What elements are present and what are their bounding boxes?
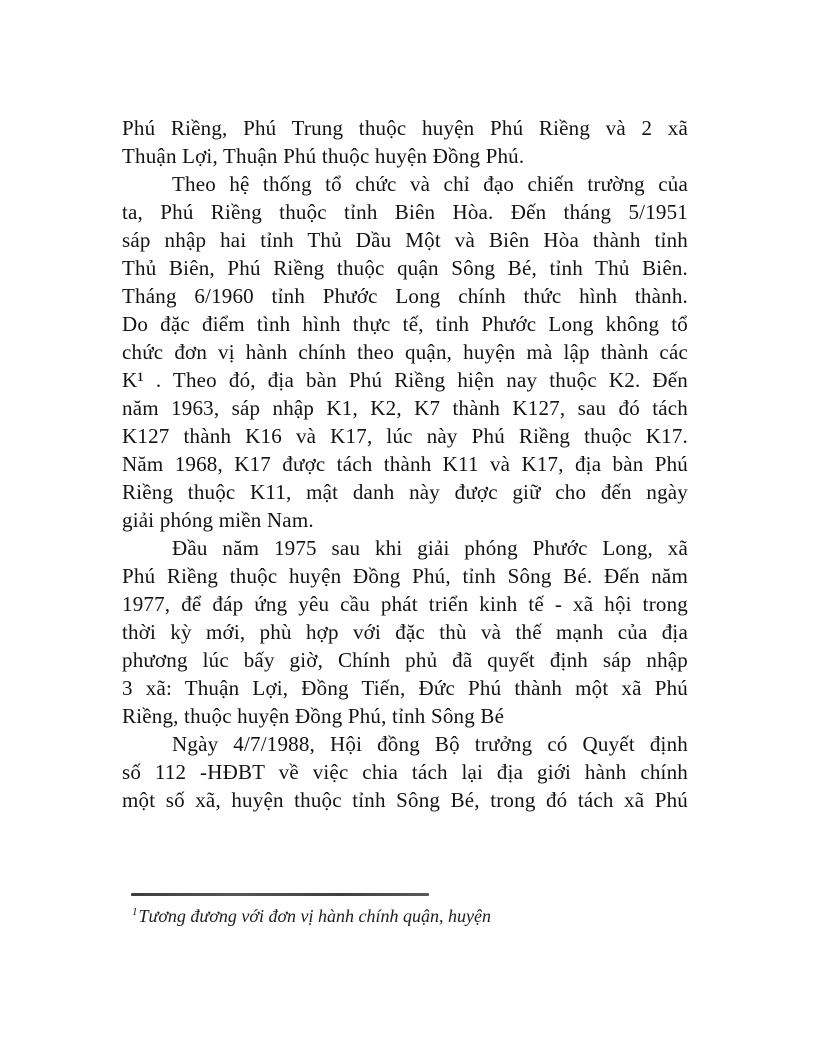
body-text	[122, 114, 688, 814]
text-line: Phú Riềng thuộc huyện Đồng Phú, tỉnh Sông Bé. Đến năm	[122, 564, 688, 588]
paragraph	[122, 114, 688, 170]
text-line: Năm 1968, K17 được tách thành K11 và K17, địa bàn Phú	[122, 452, 688, 476]
paragraph	[122, 170, 688, 534]
text-line: một số xã, huyện thuộc tỉnh Sông Bé, trong đó tách xã Phú	[122, 788, 688, 812]
text-line: thời kỳ mới, phù hợp với đặc thù và thế mạnh của địa	[122, 620, 688, 644]
text-line: K127 thành K16 và K17, lúc này Phú Riềng thuộc K17.	[122, 424, 688, 448]
text-line: chức đơn vị hành chính theo quận, huyện mà lập thành các	[122, 340, 688, 364]
footnote-divider	[131, 893, 429, 896]
text-line: Theo hệ thống tổ chức và chỉ đạo chiến trường của	[172, 172, 688, 196]
text-line: 3 xã: Thuận Lợi, Đồng Tiến, Đức Phú thành một xã Phú	[122, 676, 688, 700]
text-line: sáp nhập hai tỉnh Thủ Dầu Một và Biên Hòa thành tỉnh	[122, 228, 688, 252]
text-line: phương lúc bấy giờ, Chính phủ đã quyết định sáp nhập	[122, 648, 688, 672]
text-line: Riềng thuộc K11, mật danh này được giữ cho đến ngày	[122, 480, 688, 504]
text-line: Tháng 6/1960 tỉnh Phước Long chính thức hình thành.	[122, 284, 688, 308]
text-line: giải phóng miền Nam.	[122, 508, 314, 532]
text-line: Thuận Lợi, Thuận Phú thuộc huyện Đồng Phú.	[122, 144, 525, 168]
text-line: K¹ . Theo đó, địa bàn Phú Riềng hiện nay thuộc K2. Đến	[122, 368, 688, 392]
text-line: Phú Riềng, Phú Trung thuộc huyện Phú Riềng và 2 xã	[122, 116, 688, 140]
text-line: Ngày 4/7/1988, Hội đồng Bộ trưởng có Quyết định	[172, 732, 688, 756]
text-line: Thủ Biên, Phú Riềng thuộc quận Sông Bé, tỉnh Thủ Biên.	[122, 256, 688, 280]
text-line: Do đặc điểm tình hình thực tế, tỉnh Phước Long không tổ	[122, 312, 688, 336]
text-line: ta, Phú Riềng thuộc tỉnh Biên Hòa. Đến tháng 5/1951	[122, 200, 688, 224]
text-line: Riềng, thuộc huyện Đồng Phú, tỉnh Sông Bé	[122, 704, 505, 728]
footnote-marker: 1	[132, 906, 138, 918]
paragraph	[122, 534, 688, 730]
text-line: 1977, để đáp ứng yêu cầu phát triển kinh tế - xã hội trong	[122, 592, 688, 616]
footnote	[132, 906, 491, 927]
text-line: Đầu năm 1975 sau khi giải phóng Phước Long, xã	[172, 536, 688, 560]
text-line: năm 1963, sáp nhập K1, K2, K7 thành K127, sau đó tách	[122, 396, 688, 420]
paragraph	[122, 730, 688, 814]
text-line: số 112 -HĐBT về việc chia tách lại địa giới hành chính	[122, 760, 688, 784]
footnote-text: Tương đương với đơn vị hành chính quận, huyện	[138, 906, 492, 926]
